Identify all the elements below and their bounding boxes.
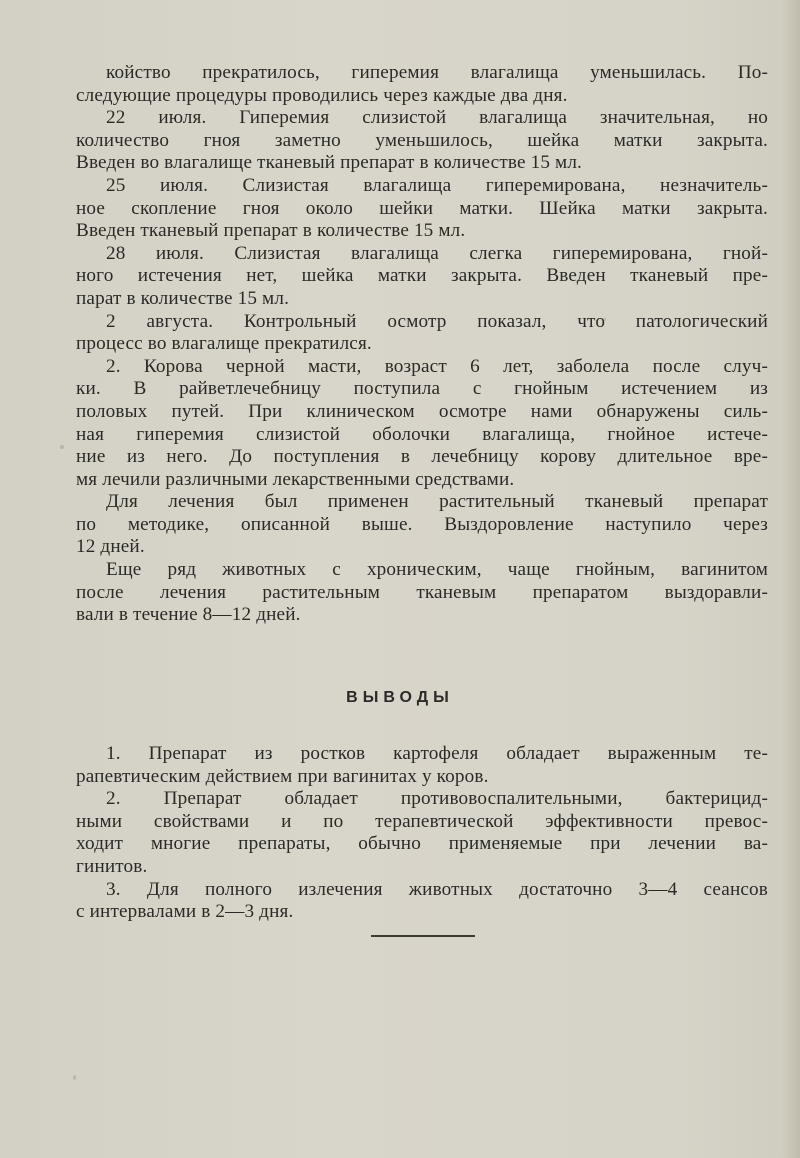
text-line: процесс во влагалище прекратился. bbox=[76, 333, 372, 355]
text-line: Введен тканевый препарат в количестве 15 мл. bbox=[76, 220, 466, 242]
paper-speck bbox=[60, 445, 64, 449]
text-line: койство прекратилось, гиперемия влагалища уменьшилась. По- bbox=[106, 62, 768, 83]
section-heading: ВЫВОДЫ bbox=[346, 689, 454, 706]
text-line: рапевтическим действием при вагинитах у коров. bbox=[76, 765, 489, 787]
text-line: Для лечения был применен растительный тканевый препарат bbox=[106, 491, 768, 513]
text-line: ного истечения нет, шейка матки закрыта. Введен тканевый пре- bbox=[76, 265, 768, 287]
text-line: 28 июля. Слизистая влагалища слегка гиперемирована, гной- bbox=[106, 242, 768, 264]
text-line: количество гноя заметно уменьшилось, шейка матки закрыта. bbox=[76, 129, 768, 151]
text-line: парат в количестве 15 мл. bbox=[76, 287, 290, 309]
page-edge-shadow bbox=[782, 0, 800, 1158]
text-line: половых путей. При клиническом осмотре нами обнаружены силь- bbox=[76, 400, 768, 422]
body-text bbox=[76, 62, 768, 627]
text-line: 22 июля. Гиперемия слизистой влагалища значительная, но bbox=[106, 107, 768, 129]
text-line: вали в течение 8—12 дней. bbox=[76, 604, 301, 626]
text-line: 2 августа. Контрольный осмотр показал, что патологический bbox=[106, 310, 768, 332]
conclusions-list bbox=[76, 743, 768, 924]
text-line: 3. Для полного излечения животных достаточно 3—4 сеансов bbox=[106, 878, 768, 900]
text-line: 25 июля. Слизистая влагалища гиперемирована, незначитель- bbox=[106, 174, 768, 196]
text-line: ными свойствами и по терапевтической эффективности превос- bbox=[76, 810, 768, 832]
text-line: следующие процедуры проводились через каждые два дня. bbox=[76, 84, 568, 106]
text-line: после лечения растительным тканевым препаратом выздоравли- bbox=[76, 581, 768, 603]
paper-speck bbox=[73, 1075, 76, 1080]
text-line: 2. Препарат обладает противовоспалительными, бактерицид- bbox=[106, 788, 768, 810]
text-line: ки. В райветлечебницу поступила с гнойным истечением из bbox=[76, 378, 768, 400]
text-line: ное скопление гноя около шейки матки. Шейка матки закрыта. bbox=[76, 197, 768, 219]
text-line: 1. Препарат из ростков картофеля обладает выраженным те- bbox=[106, 743, 768, 764]
end-rule-divider bbox=[371, 935, 475, 937]
text-line: Введен во влагалище тканевый препарат в количестве 15 мл. bbox=[76, 152, 582, 174]
text-line: по методике, описанной выше. Выздоровление наступило через bbox=[76, 513, 768, 535]
text-line: Еще ряд животных с хроническим, чаще гнойным, вагинитом bbox=[106, 559, 768, 581]
text-line: ние из него. До поступления в лечебницу корову длительное вре- bbox=[76, 446, 768, 468]
text-line: с интервалами в 2—3 дня. bbox=[76, 901, 294, 923]
text-line: 2. Корова черной масти, возраст 6 лет, заболела после случ- bbox=[106, 355, 768, 377]
text-line: гинитов. bbox=[76, 855, 148, 877]
text-line: мя лечили различными лекарственными средствами. bbox=[76, 468, 515, 490]
text-line: ная гиперемия слизистой оболочки влагалища, гнойное истече- bbox=[76, 423, 768, 445]
text-line: 12 дней. bbox=[76, 536, 145, 558]
text-line: ходит многие препараты, обычно применяемые при лечении ва- bbox=[76, 833, 768, 855]
paper-speck bbox=[603, 318, 606, 321]
